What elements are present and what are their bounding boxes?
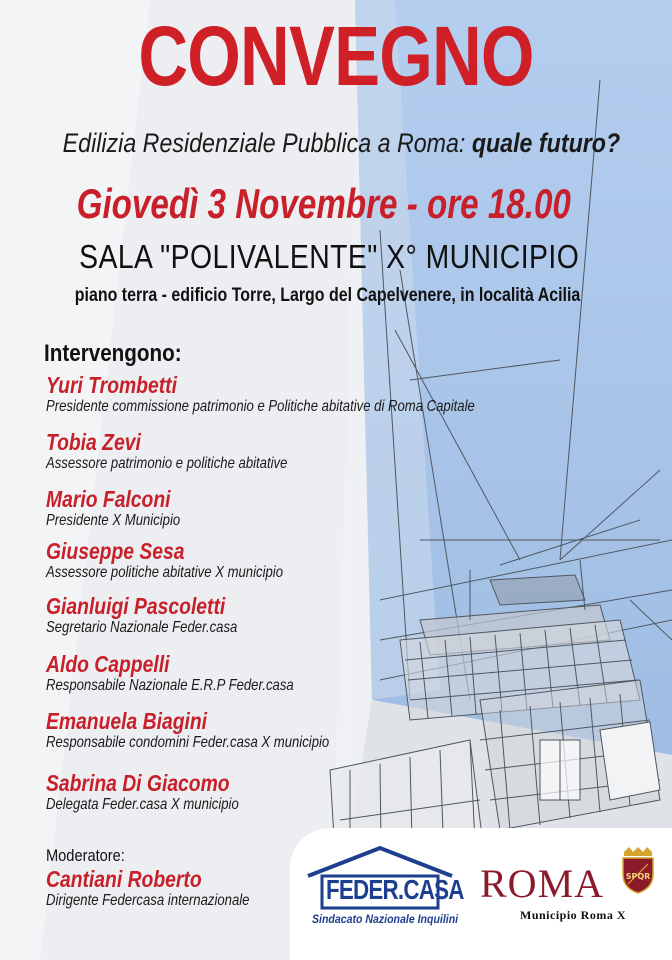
moderator-item <box>46 866 294 910</box>
speaker-item <box>46 708 391 752</box>
speaker-name: Giuseppe Sesa <box>46 538 185 564</box>
speaker-role: Presidente X Municipio <box>46 512 181 529</box>
moderator-name: Cantiani Roberto <box>46 866 202 892</box>
speaker-role: Segretario Nazionale Feder.casa <box>46 619 238 636</box>
speaker-name: Aldo Cappelli <box>46 651 170 677</box>
speaker-name: Tobia Zevi <box>46 429 141 455</box>
speaker-name: Emanuela Biagini <box>46 708 208 734</box>
speaker-name: Sabrina Di Giacomo <box>46 770 230 796</box>
speaker-item <box>46 429 340 473</box>
speaker-role: Responsabile Nazionale E.R.P Feder.casa <box>46 677 294 694</box>
event-title: CONVEGNO <box>138 9 534 103</box>
speaker-role: Assessore patrimonio e politiche abitative <box>46 455 288 472</box>
speaker-role: Presidente commissione patrimonio e Politiche abitative di Roma Capitale <box>46 398 475 415</box>
speaker-item <box>46 770 281 814</box>
speaker-item <box>46 372 569 416</box>
moderator-role: Dirigente Federcasa internazionale <box>46 892 250 909</box>
federcasa-name: FEDER.CASA <box>326 874 464 905</box>
speaker-item <box>46 486 210 530</box>
moderator-label: Moderatore: <box>46 846 125 865</box>
speaker-role: Assessore politiche abitative X municipio <box>46 564 284 581</box>
speaker-name: Gianluigi Pascoletti <box>46 593 226 619</box>
speaker-item <box>46 538 335 582</box>
speaker-item <box>46 593 279 637</box>
subtitle-main: Edilizia Residenziale Pubblica a Roma: <box>62 128 472 158</box>
crest-text: SPQR <box>625 872 651 881</box>
event-address: piano terra - edificio Torre, Largo del Capelvenere, in località Acilia <box>74 285 581 306</box>
event-subtitle <box>0 128 638 159</box>
federcasa-tagline: Sindacato Nazionale Inquilini <box>312 912 459 926</box>
roma-municipio: Municipio Roma X <box>520 908 627 922</box>
roma-crest-icon <box>620 846 656 894</box>
roma-name: ROMA <box>480 861 605 906</box>
event-date: Giovedì 3 Novembre - ore 18.00 <box>76 180 571 227</box>
speaker-name: Yuri Trombetti <box>46 372 177 398</box>
speaker-role: Delegata Feder.casa X municipio <box>46 796 239 813</box>
speaker-name: Mario Falconi <box>46 486 171 512</box>
subtitle-emphasis: quale futuro? <box>471 128 621 158</box>
speaker-item <box>46 651 348 695</box>
logos-panel <box>290 828 672 960</box>
speakers-heading: Intervengono: <box>44 340 182 367</box>
speaker-role: Responsabile condomini Feder.casa X municipio <box>46 734 330 751</box>
event-venue: SALA "POLIVALENTE" X° MUNICIPIO <box>79 238 580 275</box>
